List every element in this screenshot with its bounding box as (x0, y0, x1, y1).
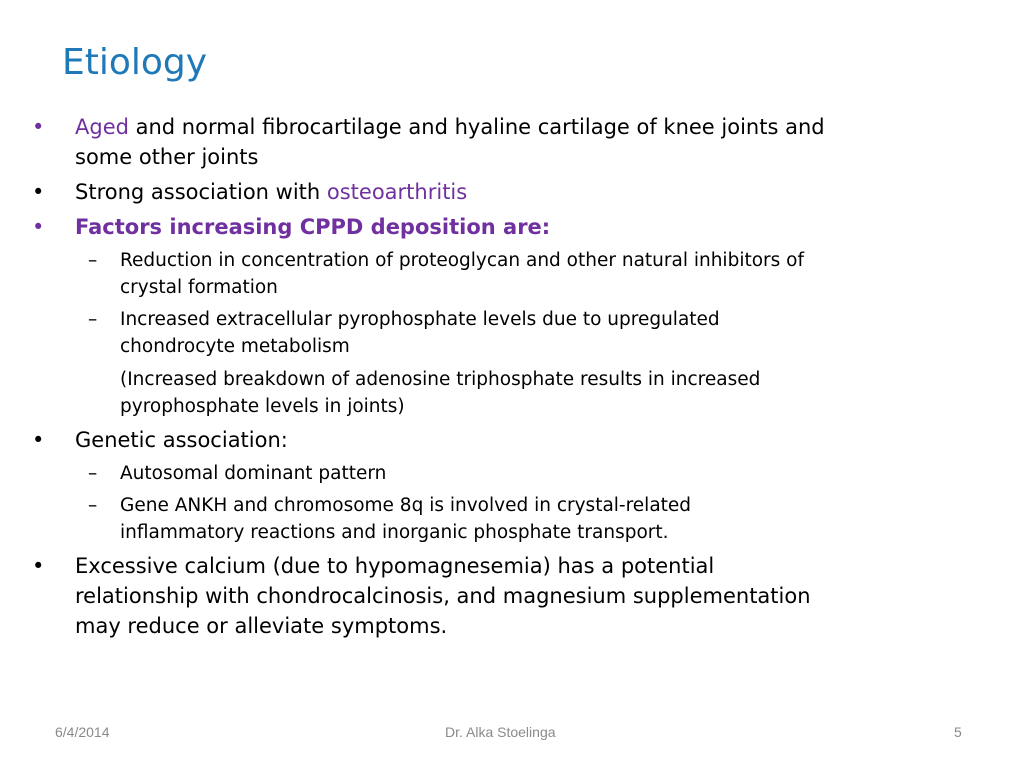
slide-title: Etiology (62, 42, 208, 83)
bullet-icon: • (32, 554, 45, 578)
note-text-continued: pyrophosphate levels in joints) (120, 396, 405, 417)
footer-date: 6/4/2014 (55, 724, 110, 740)
bullet-text-continued: relationship with chondrocalcinosis, and magnesium supplementation (75, 584, 811, 608)
sub-item-text-continued: inflammatory reactions and inorganic phosphate transport. (120, 522, 669, 543)
bullet-text-continued: some other joints (75, 145, 259, 169)
sub-item-text-continued: crystal formation (120, 277, 278, 298)
sub-item-text-continued: chondrocyte metabolism (120, 336, 350, 357)
bullet-icon: • (32, 428, 45, 452)
slide-number: 5 (954, 724, 962, 740)
bullet-text: Factors increasing CPPD deposition are: (75, 215, 551, 239)
bullet-item-aged (30, 112, 990, 172)
bullet-icon: • (32, 115, 45, 139)
dash-icon: – (88, 250, 98, 271)
bullet-text: Strong association with (75, 180, 327, 204)
sub-item-text: Gene ANKH and chromosome 8q is involved in crystal-related (120, 495, 692, 516)
sub-item-autosomal (30, 460, 990, 487)
slide-body (30, 112, 990, 641)
sub-item-pyrophosphate (30, 306, 990, 360)
footer-author: Dr. Alka Stoelinga (445, 724, 556, 740)
sub-item-text: Autosomal dominant pattern (120, 463, 387, 484)
bullet-item-calcium (30, 551, 990, 641)
sub-item-ankh (30, 492, 990, 546)
bullet-text-continued: may reduce or alleviate symptoms. (75, 614, 448, 638)
sub-item-proteoglycan (30, 247, 990, 301)
bullet-line (75, 112, 990, 142)
bullet-icon: • (32, 180, 45, 204)
bullet-item-factors (30, 212, 990, 242)
dash-icon: – (88, 309, 98, 330)
dash-icon: – (88, 495, 98, 516)
sub-item-text: Increased extracellular pyrophosphate levels due to upregulated (120, 309, 720, 330)
bullet-text: and normal fibrocartilage and hyaline cartilage of knee joints and (128, 115, 825, 139)
bullet-text: Excessive calcium (due to hypomagnesemia) has a potential (75, 554, 715, 578)
bullet-item-genetic (30, 425, 990, 455)
sub-item-text: Reduction in concentration of proteoglycan and other natural inhibitors of (120, 250, 804, 271)
note-text: (Increased breakdown of adenosine triphosphate results in increased (120, 369, 761, 390)
bullet-item-osteoarthritis (30, 177, 990, 207)
sub-item-note (30, 366, 990, 420)
bullet-line (75, 177, 990, 207)
bullet-icon: • (32, 215, 45, 239)
highlight-text: osteoarthritis (326, 180, 468, 204)
bullet-text: Genetic association: (75, 428, 288, 452)
dash-icon: – (88, 463, 98, 484)
highlight-text: Aged (75, 115, 129, 139)
